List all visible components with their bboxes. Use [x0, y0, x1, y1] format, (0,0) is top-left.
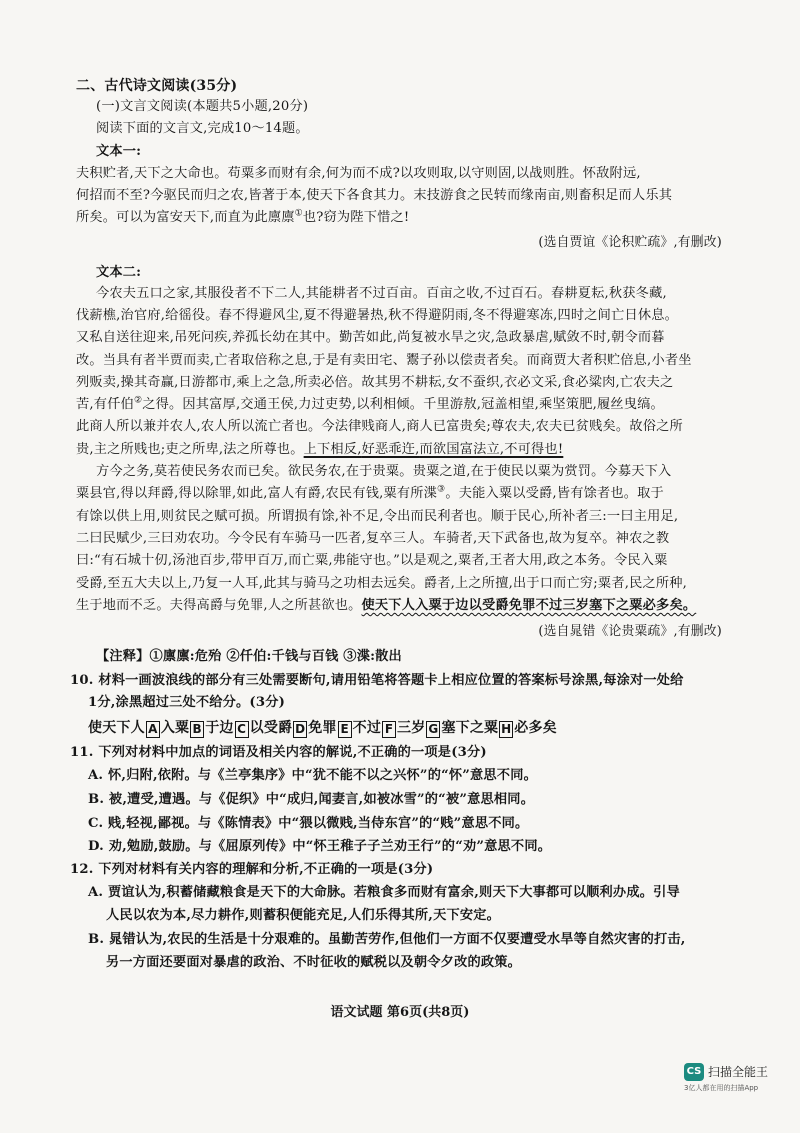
q10-segment: 必多矣	[514, 720, 557, 736]
q11-option-a: A. 怀,归附,依附。与《兰亭集序》中“犹不能不以之兴怀”的“怀”意思不同。	[88, 768, 537, 783]
text2-line: 改。当具有者半贾而卖,亡者取倍称之息,于是有卖田宅、鬻子孙以偿责者矣。而商贾大者积贮倍息,小者坐	[76, 353, 692, 368]
annotation-notes: 【注释】①廪廪:危殆 ②仟伯:千钱与百钱 ③渫:散出	[96, 649, 402, 664]
answer-box-g[interactable]: G	[428, 722, 439, 736]
q10-segment: 于边	[205, 720, 234, 736]
q12-option-a: A. 贾谊认为,积蓄储藏粮食是天下的大命脉。若粮食多而财有富余,则天下大事都可以顺利办成。引导	[88, 885, 680, 900]
section-title: 二、古代诗文阅读(35分)	[76, 78, 238, 94]
q12-option-a-cont: 人民以农为本,尽力耕作,则蓄积便能充足,人们乐得其所,天下安定。	[106, 908, 501, 923]
underlined-phrase: 上下相反,	[303, 442, 362, 457]
q11-option-b: B. 被,遭受,遭遇。与《促织》中“成归,闻妻言,如被冰雪”的“被”意思相同。	[88, 792, 535, 807]
text2-line-part: 生于地而不乏。夫得高爵与免罪,人之所甚欲也。	[76, 598, 362, 613]
scanner-watermark	[684, 1063, 794, 1103]
q10-segment: 入粟	[160, 720, 190, 736]
q11-option-c: C. 贱,轻视,鄙视。与《陈情表》中“猥以微贱,当侍东宫”的“贱”意思不同。	[88, 816, 529, 831]
note-mark-2: ②	[133, 395, 143, 406]
q10-stem: 10. 材料一画波浪线的部分有三处需要断句,请用铅笔将答题卡上相应位置的答案标号涂黑,每涂对一处给	[70, 673, 684, 688]
answer-box-e[interactable]: E	[338, 721, 352, 738]
q10-sentence	[88, 719, 557, 738]
text2-line-part: 之得。因其富厚,交通王侯,力过吏势,以利相倾。千里游敖,冠盖相望,乘坚策肥,履丝曳缟。	[142, 397, 664, 412]
q10-segment: 塞下之粟	[441, 720, 499, 736]
text2-line-part: 。夫能入粟以受爵,皆有馀者也。取于	[445, 486, 664, 501]
text2-line: 受爵,至五大夫以上,乃复一人耳,此其与骑马之功相去远矣。爵者,上之所擅,出于口而亡穷;粟者,民之所种,	[76, 576, 688, 591]
q11-stem: 11. 下列对材料中加点的词语及相关内容的解说,不正确的一项是(3分)	[70, 745, 487, 760]
note-mark-1: ①	[294, 208, 303, 219]
watermark-name: 扫描全能王	[708, 1065, 769, 1079]
text1-line: 何招而不至?今驱民而归之农,皆著于本,使天下各食其力。末技游食之民转而缘南亩,则畜积足而人乐其	[76, 188, 673, 203]
q11-option-d: D. 劝,勉励,鼓励。与《屈原列传》中“怀王稚子子兰劝王行”的“劝”意思不同。	[88, 839, 552, 854]
underlined-phrase: 好恶乖迕,	[361, 442, 420, 457]
answer-box-f[interactable]: F	[382, 721, 396, 738]
text2-line: 二曰民赋少,三曰劝农功。今令民有车骑马一匹者,复卒三人。车骑者,天下武备也,故为复卒。神农之教	[76, 531, 670, 546]
q10-segment: 使天下人	[88, 720, 145, 736]
text1-label: 文本一:	[96, 144, 142, 159]
text2-line: 今农夫五口之家,其服役者不下二人,其能耕者不过百亩。百亩之收,不过百石。春耕夏耘,秋获冬藏,	[96, 286, 667, 301]
text2-line: 曰:“有石城十仞,汤池百步,带甲百万,而亡粟,弗能守也。”以是观之,粟者,王者大用,政之本务。令民入粟	[76, 553, 668, 568]
text2-line	[76, 396, 664, 414]
page-footer: 语文试题 第6页(共8页)	[330, 1005, 470, 1020]
camscanner-logo-icon: CS	[684, 1063, 704, 1081]
watermark-tagline: 3亿人都在用的扫描App	[684, 1084, 759, 1092]
q10-segment: 免罪	[308, 720, 337, 736]
answer-box-b[interactable]: B	[190, 721, 204, 738]
note-mark-3: ③	[437, 484, 446, 495]
text2-line	[76, 485, 664, 503]
text1-line-part: 也?窃为陛下惜之!	[302, 210, 410, 225]
text1-line-part: 所矣。可以为富安天下,而直为此廪廪	[76, 210, 295, 225]
text2-line: 此商人所以兼并农人,农人所以流亡者也。今法律贱商人,商人已富贵矣;尊农夫,农夫已贫贱矣。故俗之所	[76, 419, 683, 434]
instruction: 阅读下面的文言文,完成10～14题。	[96, 121, 309, 136]
q10-stem-cont: 1分,涂黑超过三处不给分。(3分)	[88, 695, 286, 710]
text2-line	[76, 441, 563, 459]
text1-source: (选自贾谊《论积贮疏》,有删改)	[538, 235, 722, 250]
text2-line: 方今之务,莫若使民务农而已矣。欲民务农,在于贵粟。贵粟之道,在于使民以粟为赏罚。今募天下入	[96, 464, 672, 479]
q10-segment: 以受爵	[249, 720, 293, 736]
text2-label: 文本二:	[96, 265, 142, 280]
text2-line-part: 粟县官,得以拜爵,得以除罪,如此,富人有爵,农民有钱,粟有所渫	[76, 486, 438, 501]
text2-line-part: 苦,有仟伯	[76, 397, 134, 412]
wavy-underlined-sentence: 使天下人入粟于边以受爵免罪不过三岁塞下之粟必多矣。	[361, 598, 697, 613]
text2-line-part: 贵,主之所贱也;吏之所卑,法之所尊也。	[76, 442, 304, 457]
text2-source: (选自晁错《论贵粟疏》,有删改)	[538, 624, 722, 639]
text2-line: 又私自送往迎来,吊死问疾,养孤长幼在其中。勤苦如此,尚复被水旱之灾,急政暴虐,赋敛不时,朝令而暮	[76, 330, 665, 345]
text2-line	[76, 597, 696, 615]
q12-stem: 12. 下列对材料有关内容的理解和分析,不正确的一项是(3分)	[70, 862, 434, 877]
text1-line: 夫积贮者,天下之大命也。苟粟多而财有余,何为而不成?以攻则取,以守则固,以战则胜。怀敌附远,	[76, 166, 641, 181]
text2-line: 有馀以供上用,则贫民之赋可损。所谓损有馀,补不足,令出而民利者也。顺于民心,所补者三:一曰主用足,	[76, 509, 679, 524]
answer-box-a[interactable]: A	[146, 721, 160, 738]
sub-section-title: (一)文言文阅读(本题共5小题,20分)	[96, 99, 309, 114]
q12-option-b: B. 晁错认为,农民的生活是十分艰难的。虽勤苦劳作,但他们一方面不仅要遭受水旱等自然灾害的打击,	[88, 932, 686, 947]
text2-line: 列贩卖,操其奇赢,日游都市,乘上之急,所卖必倍。故其男不耕耘,女不蚕织,衣必文采,食必粱肉,亡农夫之	[76, 375, 674, 390]
answer-box-c[interactable]: C	[235, 721, 249, 738]
answer-box-h[interactable]: H	[501, 722, 512, 736]
q10-segment: 不过	[352, 720, 382, 736]
text1-line	[76, 209, 409, 227]
answer-box-d[interactable]: D	[295, 722, 306, 736]
q12-option-b-cont: 另一方面还要面对暴虐的政治、不时征收的赋税以及朝令夕改的政策。	[106, 955, 522, 970]
text2-line: 伐薪樵,治官府,给徭役。春不得避风尘,夏不得避暑热,秋不得避阴雨,冬不得避寒冻,四时之间亡日休息。	[76, 308, 679, 323]
q10-segment: 三岁	[397, 720, 426, 736]
underlined-phrase: 而欲国富法立,不可得也!	[419, 442, 564, 457]
